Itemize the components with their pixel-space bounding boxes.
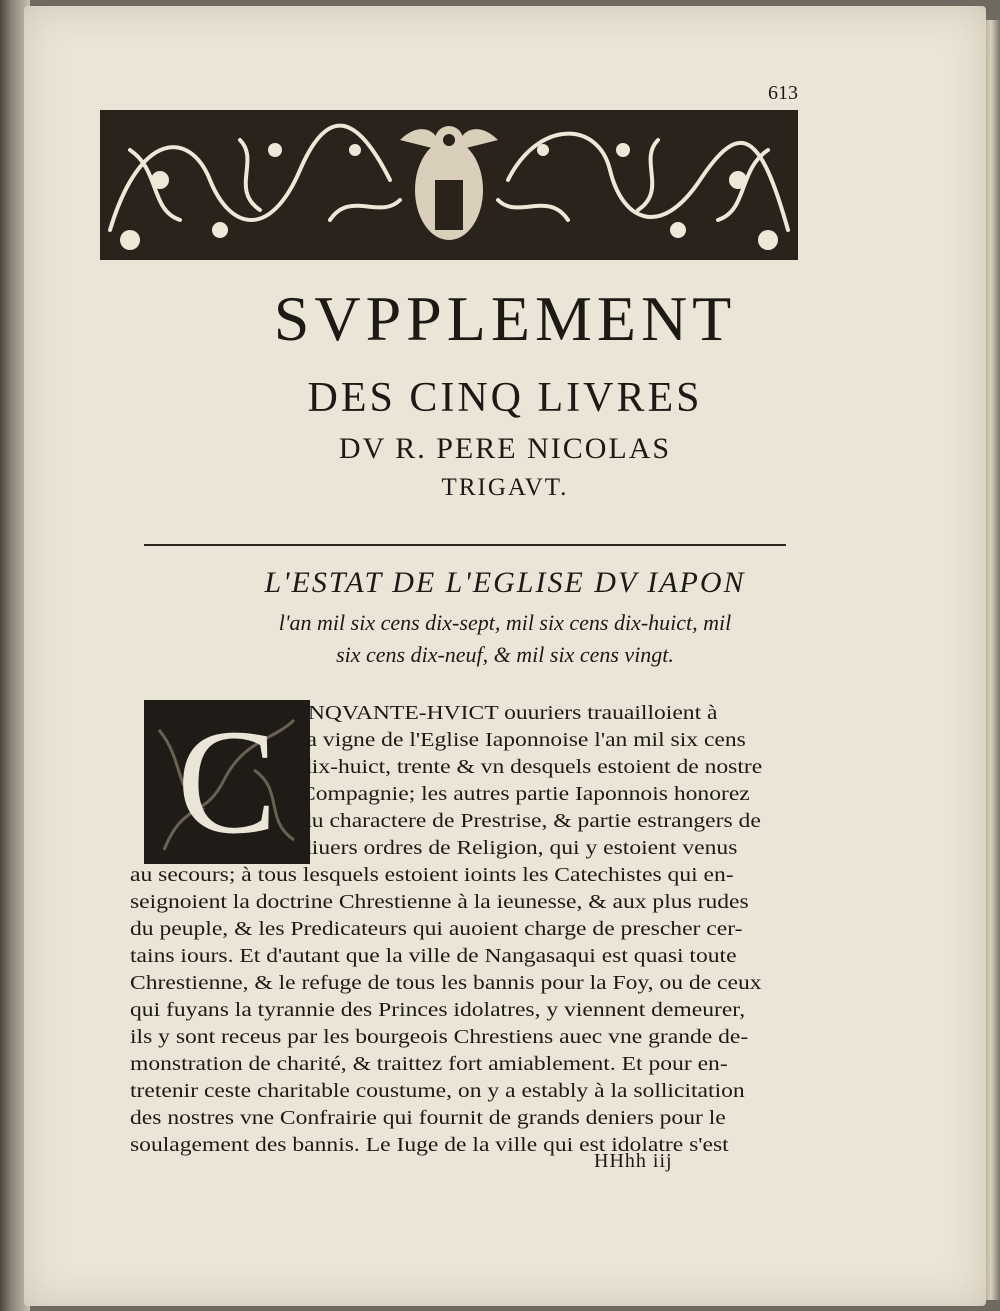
subtitle-line-1: L'ESTAT DE L'EGLISE DV IAPON bbox=[264, 566, 746, 599]
body-line: monstration de charité, & traittez fort amiablement. Et pour en- bbox=[130, 1053, 728, 1075]
page-number: 613 bbox=[768, 82, 798, 104]
body-line: au secours; à tous lesquels estoient ioints les Catechistes qui en- bbox=[130, 864, 734, 886]
floral-ornament-icon bbox=[100, 110, 798, 260]
body-line: ils y sont receus par les bourgeois Chrestiens auec vne grande de- bbox=[130, 1026, 749, 1048]
title-line-1: SVPPLEMENT bbox=[273, 283, 737, 354]
signature-mark: HHhh iij bbox=[594, 1150, 673, 1172]
body-line: la vigne de l'Eglise Iaponnoise l'an mil six cens bbox=[300, 729, 746, 751]
body-line: Chrestienne, & le refuge de tous les bannis pour la Foy, ou de ceux bbox=[130, 972, 762, 994]
body-line: soulagement des bannis. Le Iuge de la ville qui est idolatre s'est bbox=[130, 1134, 729, 1156]
title-line-3: DV R. PERE NICOLAS bbox=[338, 432, 672, 465]
body-line: Compagnie; les autres partie Iaponnois honorez bbox=[300, 783, 750, 805]
headpiece-ornament bbox=[100, 110, 798, 260]
subtitle-line-3: six cens dix-neuf, & mil six cens vingt. bbox=[336, 642, 674, 667]
body-line: qui fuyans la tyrannie des Princes idolatres, y viennent demeurer, bbox=[130, 999, 746, 1021]
drop-cap-letter: C bbox=[176, 699, 278, 865]
title-line-4: TRIGAVT. bbox=[441, 474, 569, 501]
divider-rule bbox=[144, 544, 786, 546]
body-line: seignoient la doctrine Chrestienne à la ieunesse, & aux plus rudes bbox=[130, 891, 749, 913]
body-line: diuers ordres de Religion, qui y estoient venus bbox=[300, 837, 738, 859]
body-line: tains iours. Et d'autant que la ville de Nangasaqui est quasi toute bbox=[130, 945, 737, 967]
body-line: du peuple, & les Predicateurs qui auoient charge de prescher cer- bbox=[130, 918, 743, 940]
subtitle-line-2: l'an mil six cens dix-sept, mil six cens dix-huict, mil bbox=[278, 610, 732, 635]
body-line: INQVANTE-HVICT ouuriers trauailloient à bbox=[300, 702, 718, 724]
body-line: dix-huict, trente & vn desquels estoient de nostre bbox=[300, 756, 763, 778]
body-line: tretenir ceste charitable coustume, on y a estably à la sollicitation bbox=[130, 1080, 745, 1102]
body-line: des nostres vne Confrairie qui fournit de grands deniers pour le bbox=[130, 1107, 726, 1129]
title-line-2: DES CINQ LIVRES bbox=[307, 375, 703, 421]
body-line: du charactere de Prestrise, & partie estrangers de bbox=[300, 810, 761, 832]
book-page bbox=[24, 6, 986, 1306]
drop-cap bbox=[144, 700, 310, 864]
